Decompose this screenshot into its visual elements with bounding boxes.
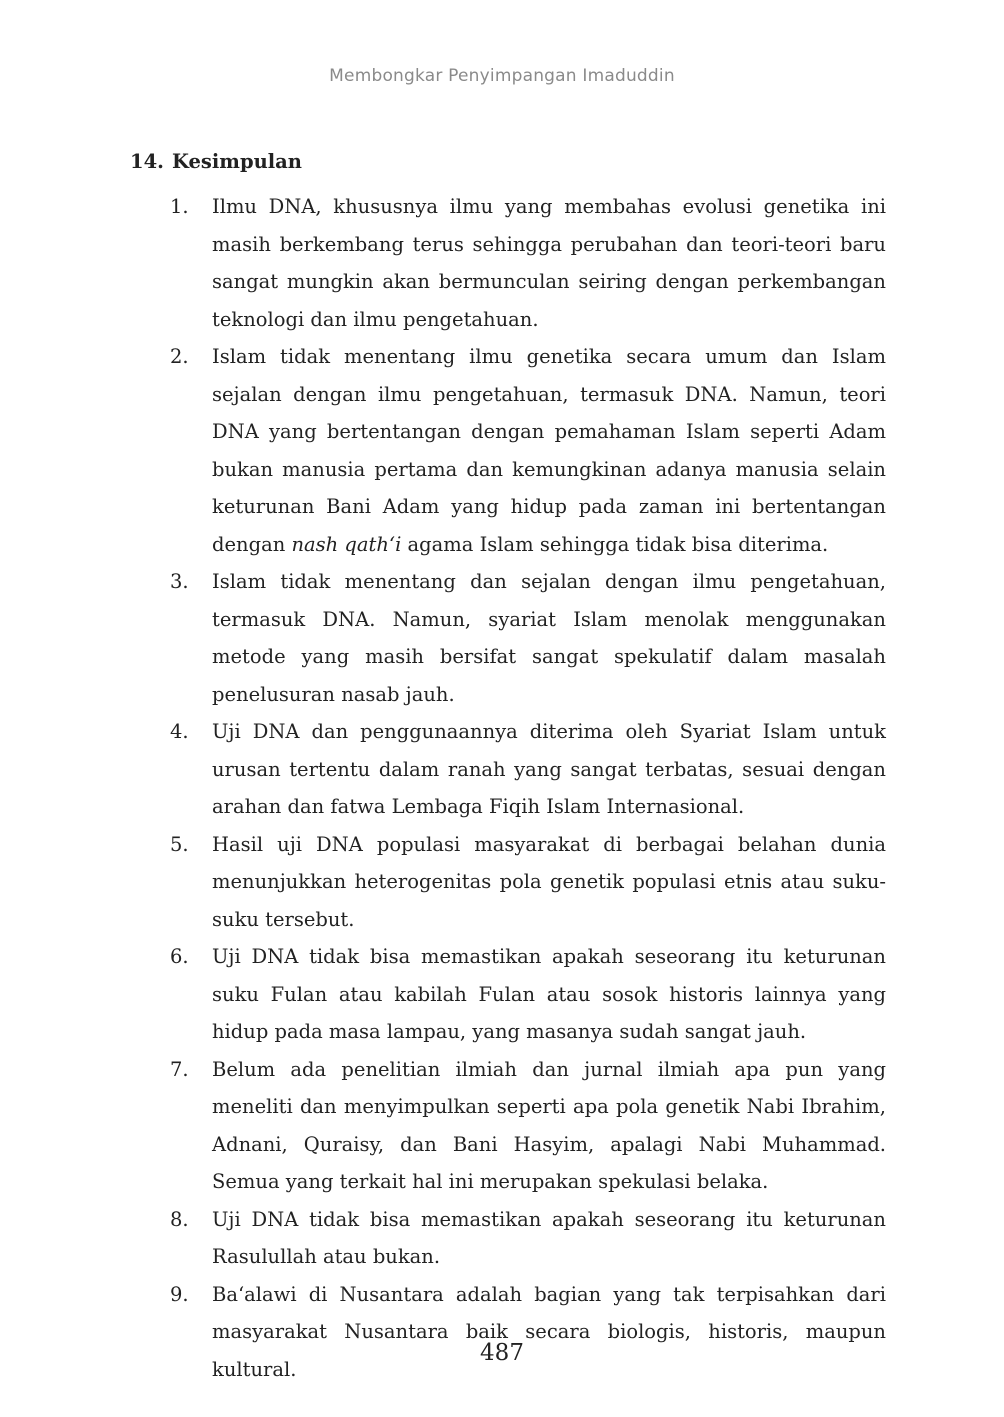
item-number: 6.: [170, 945, 189, 968]
item-text: Hasil uji DNA populasi masyarakat di berbagai belahan dunia menunjukkan heterogenitas pola genetik populasi etnis atau suku-suku tersebut.: [212, 832, 886, 931]
list-item: [130, 826, 890, 939]
conclusion-list: [130, 188, 890, 1388]
item-text-part: agama Islam sehingga tidak bisa diterima.: [401, 532, 829, 556]
running-header: Membongkar Penyimpangan Imaduddin: [329, 66, 675, 86]
item-text: Belum ada penelitian ilmiah dan jurnal ilmiah apa pun yang meneliti dan menyimpulkan seperti apa pola genetik Nabi Ibrahim, Adnani, Quraisy, dan Bani Hasyim, apalagi Nabi Muhammad. Semua yang terkait hal ini merupakan spekulasi belaka.: [212, 1057, 886, 1193]
list-item: [130, 338, 890, 563]
list-item: [130, 938, 890, 1051]
list-item: [130, 1276, 890, 1389]
item-number: 2.: [170, 345, 189, 368]
list-item: [130, 563, 890, 713]
item-number: 1.: [170, 195, 189, 218]
item-number: 3.: [170, 570, 189, 593]
page-number: 487: [480, 1340, 524, 1366]
item-number: 4.: [170, 720, 189, 743]
list-item: [130, 188, 890, 338]
item-text: [212, 338, 886, 563]
section-kesimpulan: [130, 146, 890, 1388]
list-item: [130, 713, 890, 826]
item-text: Ilmu DNA, khususnya ilmu yang membahas evolusi genetika ini masih berkembang terus sehingga perubahan dan teori-teori baru sangat mungkin akan bermunculan seiring dengan perkembangan teknologi dan ilmu pengetahuan.: [212, 195, 886, 331]
item-text-part: Islam tidak menentang ilmu genetika secara umum dan Islam sejalan dengan ilmu pengetahuan, termasuk DNA. Namun, teori DNA yang bertentangan dengan pemahaman Islam seperti Adam bukan manusia pertama dan kemungkinan adanya manusia selain keturunan Bani Adam yang hidup pada zaman ini bertentangan dengan: [212, 345, 886, 556]
item-text: Uji DNA tidak bisa memastikan apakah seseorang itu keturunan suku Fulan atau kabilah Fulan atau sosok historis lainnya yang hidup pada masa lampau, yang masanya sudah sangat jauh.: [212, 945, 886, 1043]
item-text: Islam tidak menentang dan sejalan dengan ilmu pengetahuan, termasuk DNA. Namun, syariat Islam menolak menggunakan metode yang masih bersifat sangat spekulatif dalam masalah penelusuran nasab jauh.: [212, 570, 886, 706]
item-text: Uji DNA dan penggunaannya diterima oleh Syariat Islam untuk urusan tertentu dalam ranah yang sangat terbatas, sesuai dengan arahan dan fatwa Lembaga Fiqih Islam Internasional.: [212, 720, 886, 818]
section-title: Kesimpulan: [172, 150, 302, 173]
item-number: 9.: [170, 1282, 189, 1306]
item-text: Uji DNA tidak bisa memastikan apakah seseorang itu keturunan Rasulullah atau bukan.: [212, 1207, 886, 1268]
item-number: 7.: [170, 1057, 189, 1081]
item-number: 8.: [170, 1207, 189, 1231]
list-item: [130, 1201, 890, 1276]
item-text: Ba‘alawi di Nusantara adalah bagian yang tak terpisahkan dari masyarakat Nusantara baik secara biologis, historis, maupun kultural.: [212, 1282, 886, 1381]
item-text-italic-term: nash qath‘i: [291, 532, 402, 556]
list-item: [130, 1051, 890, 1201]
item-number: 5.: [170, 832, 189, 856]
section-heading: [130, 146, 890, 178]
section-number: 14.: [130, 150, 164, 173]
